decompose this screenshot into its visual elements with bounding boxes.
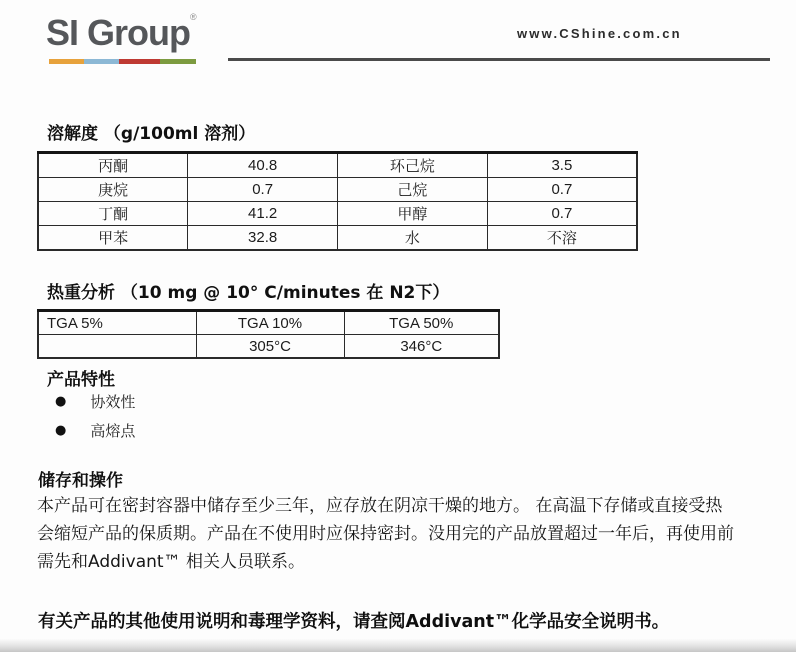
paragraph-line: 本产品可在密封容器中储存至少三年，应存放在阴凉干燥的地方。 在高温下存储或直接受热 [37,496,723,516]
solubility-value: 41.2 [188,202,338,226]
table-row [38,335,499,359]
table-row [38,153,637,178]
feature-label: 高熔点 [90,422,136,440]
bullet-icon: ● [55,394,67,409]
logo-underline-blue [84,59,119,64]
features-title: 产品特性 [47,370,115,390]
storage-title: 储存和操作 [38,471,123,491]
solvent-name: 己烷 [338,178,488,202]
tga-header: TGA 10% [196,311,344,335]
solvent-name: 庚烷 [38,178,188,202]
tga-value [38,335,196,359]
solvent-name: 甲苯 [38,226,188,251]
feature-label: 协效性 [90,393,136,411]
logo-underline-red [119,59,160,64]
website-url: www.CShine.com.cn [517,26,682,41]
solubility-value: 0.7 [188,178,338,202]
bottom-gradient-bar [0,639,796,652]
logo-underline-green [160,59,196,64]
tga-header: TGA 5% [38,311,196,335]
solubility-value: 32.8 [188,226,338,251]
table-row [38,226,637,251]
tga-value: 305°C [196,335,344,359]
solvent-name: 水 [338,226,488,251]
tga-table [37,309,500,359]
list-item [55,391,135,412]
logo-underline-bar [49,59,196,64]
table-row [38,202,637,226]
paragraph-line: 会缩短产品的保质期。产品在不使用时应保持密封。没用完的产品放置超过一年后，再使用前 [37,524,734,544]
solvent-name: 环己烷 [338,153,488,178]
bullet-icon: ● [55,423,67,438]
solvent-name: 丁酮 [38,202,188,226]
header-divider-line [228,58,770,61]
registered-mark-icon: ® [190,12,196,22]
solubility-title: 溶解度 （g/100ml 溶剂） [47,124,256,144]
logo-text: SI Group [46,12,190,53]
solubility-value: 不溶 [487,226,637,251]
table-row [38,311,499,335]
list-item [55,420,135,441]
solubility-value: 0.7 [487,202,637,226]
table-row [38,178,637,202]
solubility-value: 3.5 [487,153,637,178]
tga-value: 346°C [344,335,499,359]
storage-paragraph [37,492,777,576]
msds-note: 有关产品的其他使用说明和毒理学资料，请查阅Addivant™化学品安全说明书。 [38,612,670,632]
tga-header: TGA 50% [344,311,499,335]
solubility-table [37,151,638,251]
solvent-name: 甲醇 [338,202,488,226]
logo-underline-orange [49,59,84,64]
solubility-value: 40.8 [188,153,338,178]
tga-title: 热重分析 （10 mg @ 10° C/minutes 在 N2下） [47,283,450,303]
si-group-logo [46,12,196,54]
paragraph-line: 需先和Addivant™ 相关人员联系。 [37,552,305,572]
solvent-name: 丙酮 [38,153,188,178]
solubility-value: 0.7 [487,178,637,202]
